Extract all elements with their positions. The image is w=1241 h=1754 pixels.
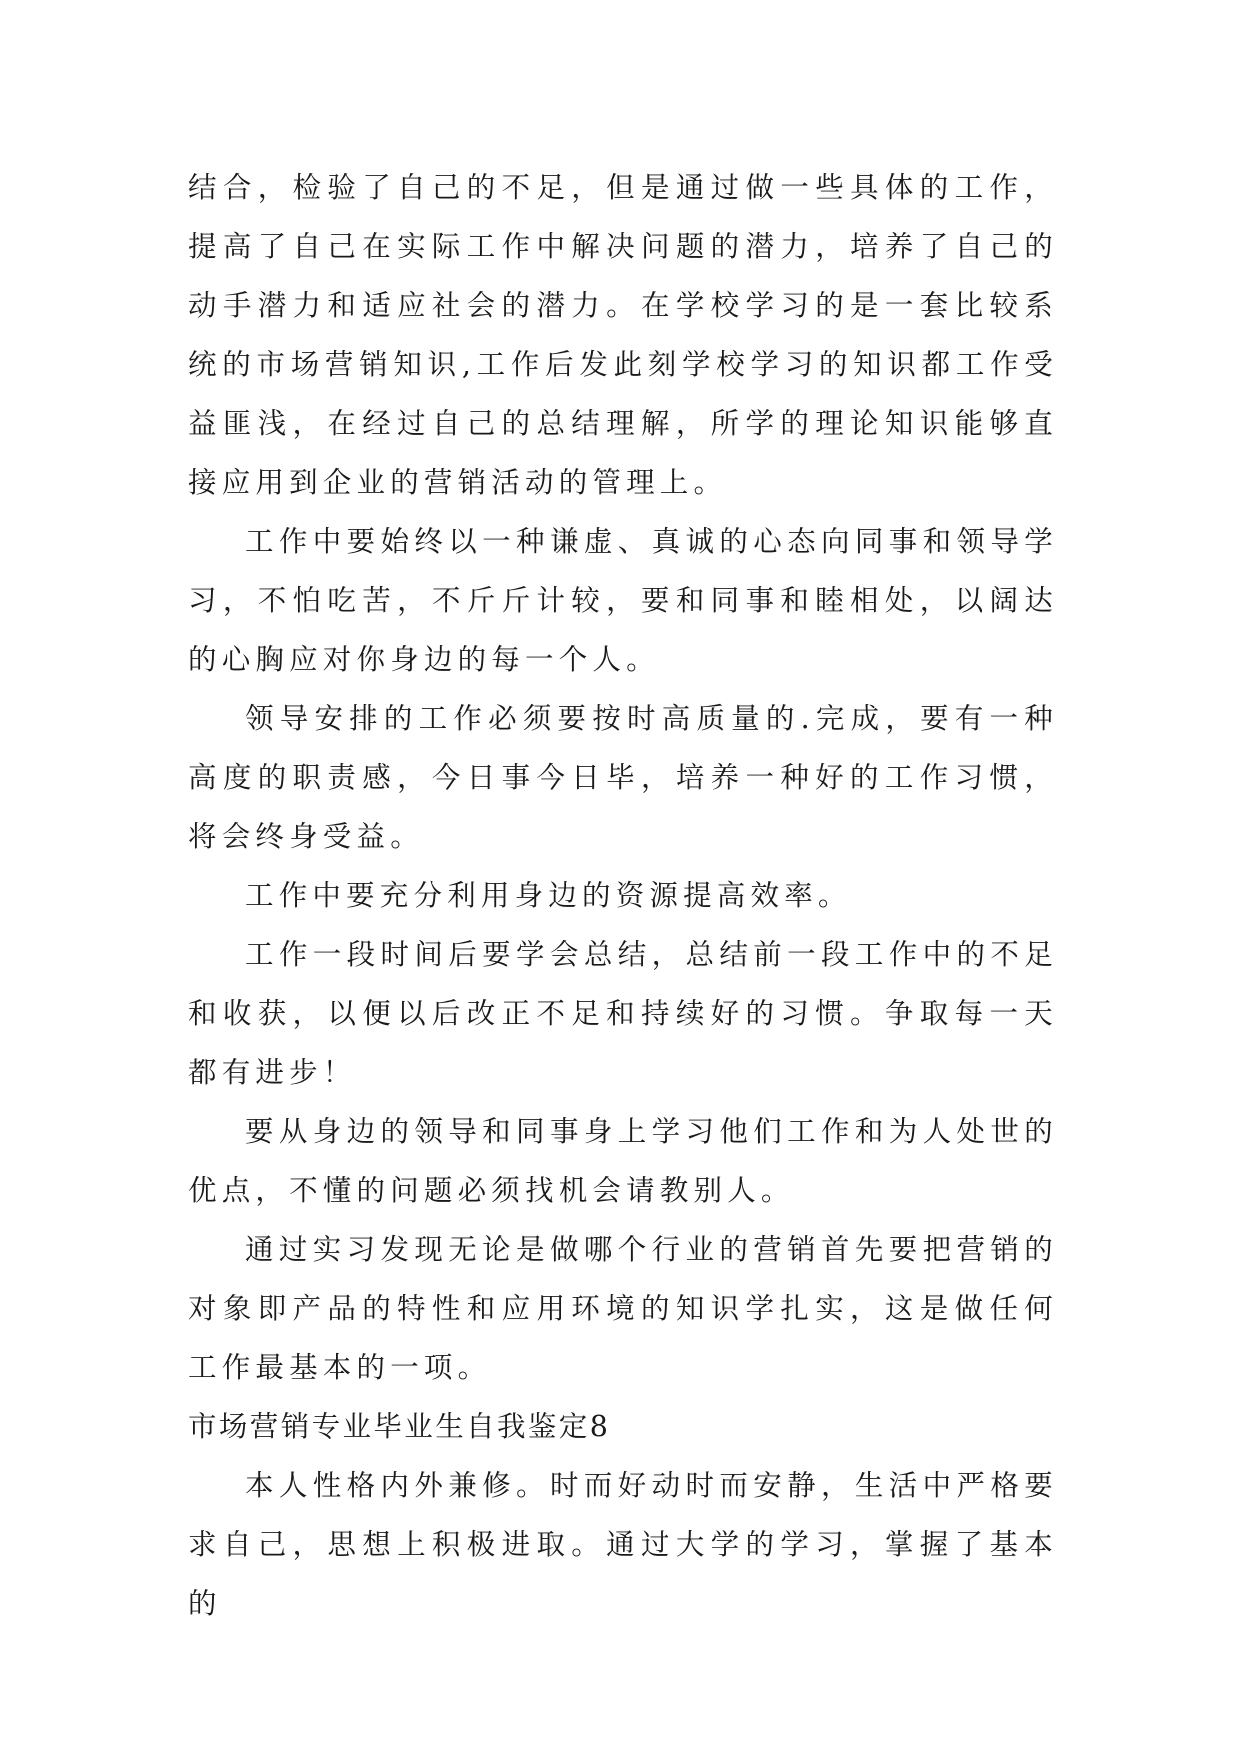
paragraph-7: 通过实习发现无论是做哪个行业的营销首先要把营销的对象即产品的特性和应用环境的知识学扎实，这是做任何工作最基本的一项。 xyxy=(188,1233,1058,1384)
paragraph-2: 工作中要始终以一种谦虚、真诚的心态向同事和领导学习，不怕吃苦，不斤斤计较，要和同事和睦相处，以阔达的心胸应对你身边的每一个人。 xyxy=(188,525,1058,676)
paragraph-3: 领导安排的工作必须要按时高质量的.完成，要有一种高度的职责感，今日事今日毕，培养一种好的工作习惯，将会终身受益。 xyxy=(188,702,1058,853)
paragraph-4: 工作中要充分利用身边的资源提高效率。 xyxy=(245,879,852,912)
paragraph-1: 结合，检验了自己的不足，但是通过做一些具体的工作，提高了自己在实际工作中解决问题的潜力，培养了自己的动手潜力和适应社会的潜力。在学校学习的是一套比较系统的市场营销知识,工作后发此刻学校学习的知识都工作受益匪浅，在经过自己的总结理解，所学的理论知识能够直接应用到企业的营销活动的管理上。 xyxy=(188,171,1058,499)
section-heading: 市场营销专业毕业生自我鉴定8 xyxy=(188,1410,611,1443)
document-page xyxy=(188,158,1058,1633)
paragraph-5: 工作一段时间后要学会总结，总结前一段工作中的不足和收获，以便以后改正不足和持续好的习惯。争取每一天都有进步！ xyxy=(188,938,1058,1089)
paragraph-6: 要从身边的领导和同事身上学习他们工作和为人处世的优点，不懂的问题必须找机会请教别人。 xyxy=(188,1115,1058,1207)
section-paragraph-1: 本人性格内外兼修。时而好动时而安静，生活中严格要求自己，思想上积极进取。通过大学的学习，掌握了基本的 xyxy=(188,1469,1058,1620)
